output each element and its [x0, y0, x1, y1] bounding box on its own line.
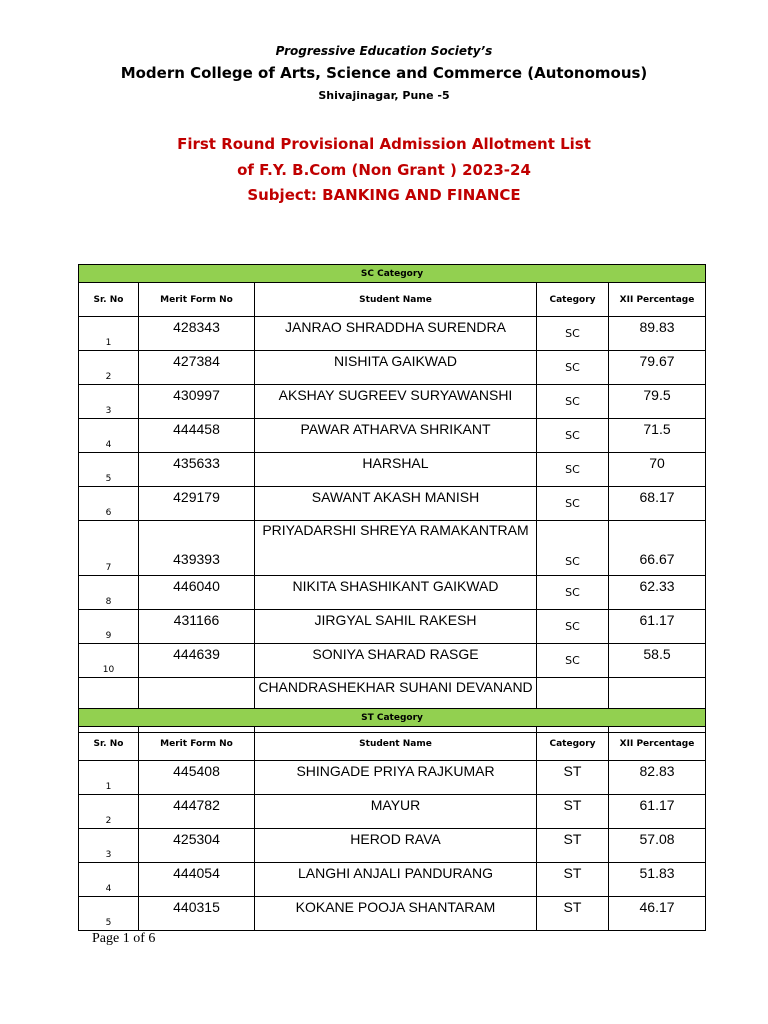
xii-percentage-cell: 70	[609, 453, 706, 487]
table-row	[79, 761, 706, 795]
category-cell: SC	[537, 351, 609, 385]
table-row	[79, 317, 706, 351]
student-name-cell: CHANDRASHEKHAR SUHANI DEVANAND	[255, 678, 537, 733]
sr-no-cell: 3	[79, 829, 139, 863]
category-cell: SC	[537, 385, 609, 419]
sr-no-cell: 2	[79, 351, 139, 385]
category-cell: ST	[537, 863, 609, 897]
st-category-table	[78, 708, 706, 931]
col-student-name: Student Name	[255, 283, 537, 317]
list-title: First Round Provisional Admission Allotment List	[177, 135, 591, 153]
sr-no-cell: 7	[79, 521, 139, 576]
list-course: of F.Y. B.Com (Non Grant ) 2023-24	[237, 161, 531, 179]
table-row	[79, 385, 706, 419]
merit-form-no-cell: 430997	[139, 385, 255, 419]
category-cell: SC	[537, 610, 609, 644]
category-cell: SC	[537, 576, 609, 610]
table-row	[79, 795, 706, 829]
table-row	[79, 829, 706, 863]
student-name-cell: SAWANT AKASH MANISH	[255, 487, 537, 521]
xii-percentage-cell: 82.83	[609, 761, 706, 795]
col-xii-percentage: XII Percentage	[609, 727, 706, 761]
xii-percentage-cell: 79.5	[609, 385, 706, 419]
table-row	[79, 610, 706, 644]
table-row	[79, 419, 706, 453]
student-name-cell: MAYUR	[255, 795, 537, 829]
col-merit-form-no: Merit Form No	[139, 727, 255, 761]
sr-no-cell: 9	[79, 610, 139, 644]
student-name-cell: JANRAO SHRADDHA SURENDRA	[255, 317, 537, 351]
student-name-cell: LANGHI ANJALI PANDURANG	[255, 863, 537, 897]
merit-form-no-cell: 428343	[139, 317, 255, 351]
sr-no-cell: 10	[79, 644, 139, 678]
category-cell: SC	[537, 487, 609, 521]
st-category-heading: ST Category	[79, 709, 706, 727]
merit-form-no-cell: 427384	[139, 351, 255, 385]
sr-no-cell: 4	[79, 863, 139, 897]
category-cell: ST	[537, 829, 609, 863]
table-row	[79, 351, 706, 385]
merit-form-no-cell: 445408	[139, 761, 255, 795]
table-row	[79, 521, 706, 576]
xii-percentage-cell: 57.08	[609, 829, 706, 863]
merit-form-no-cell: 425304	[139, 829, 255, 863]
category-cell: SC	[537, 644, 609, 678]
xii-percentage-cell: 61.17	[609, 795, 706, 829]
category-cell: ST	[537, 897, 609, 931]
sr-no-cell: 1	[79, 761, 139, 795]
table-row	[79, 644, 706, 678]
table-row	[79, 576, 706, 610]
college-location: Shivajinagar, Pune -5	[318, 89, 450, 102]
category-cell: SC	[537, 453, 609, 487]
student-name-cell: AKSHAY SUGREEV SURYAWANSHI	[255, 385, 537, 419]
st-column-headers	[79, 727, 706, 761]
xii-percentage-cell: 51.83	[609, 863, 706, 897]
col-student-name: Student Name	[255, 727, 537, 761]
table-row	[79, 453, 706, 487]
sc-category-table	[78, 264, 706, 733]
student-name-cell: PRIYADARSHI SHREYA RAMAKANTRAM	[255, 521, 537, 576]
college-name: Modern College of Arts, Science and Commerce (Autonomous)	[120, 64, 648, 82]
sr-no-cell: 4	[79, 419, 139, 453]
sr-no-cell: 5	[79, 453, 139, 487]
xii-percentage-cell: 68.17	[609, 487, 706, 521]
xii-percentage-cell: 58.5	[609, 644, 706, 678]
student-name-cell: PAWAR ATHARVA SHRIKANT	[255, 419, 537, 453]
col-sr-no: Sr. No	[79, 283, 139, 317]
sr-no-cell: 1	[79, 317, 139, 351]
merit-form-no-cell: 439393	[139, 521, 255, 576]
table-row	[79, 897, 706, 931]
page-number: Page 1 of 6	[92, 931, 156, 946]
merit-form-no-cell: 435633	[139, 453, 255, 487]
sr-no-cell: 3	[79, 385, 139, 419]
sc-column-headers	[79, 283, 706, 317]
col-sr-no: Sr. No	[79, 727, 139, 761]
category-cell: SC	[537, 521, 609, 576]
merit-form-no-cell: 444782	[139, 795, 255, 829]
merit-form-no-cell: 444458	[139, 419, 255, 453]
col-category: Category	[537, 283, 609, 317]
student-name-cell: NISHITA GAIKWAD	[255, 351, 537, 385]
society-name: Progressive Education Society’s	[275, 44, 493, 58]
merit-form-no-cell: 440315	[139, 897, 255, 931]
xii-percentage-cell: 71.5	[609, 419, 706, 453]
col-merit-form-no: Merit Form No	[139, 283, 255, 317]
student-name-cell: SHINGADE PRIYA RAJKUMAR	[255, 761, 537, 795]
student-name-cell: NIKITA SHASHIKANT GAIKWAD	[255, 576, 537, 610]
sr-no-cell: 8	[79, 576, 139, 610]
xii-percentage-cell: 79.67	[609, 351, 706, 385]
xii-percentage-cell: 66.67	[609, 521, 706, 576]
xii-percentage-cell: 46.17	[609, 897, 706, 931]
xii-percentage-cell: 62.33	[609, 576, 706, 610]
category-cell: SC	[537, 317, 609, 351]
student-name-cell: HEROD RAVA	[255, 829, 537, 863]
list-subject: Subject: BANKING AND FINANCE	[247, 186, 521, 204]
xii-percentage-cell: 89.83	[609, 317, 706, 351]
merit-form-no-cell: 429179	[139, 487, 255, 521]
student-name-cell: HARSHAL	[255, 453, 537, 487]
student-name-cell: JIRGYAL SAHIL RAKESH	[255, 610, 537, 644]
sc-category-heading: SC Category	[79, 265, 706, 283]
merit-form-no-cell: 444639	[139, 644, 255, 678]
category-cell: SC	[537, 419, 609, 453]
merit-form-no-cell: 444054	[139, 863, 255, 897]
xii-percentage-cell: 61.17	[609, 610, 706, 644]
table-row	[79, 863, 706, 897]
category-cell: ST	[537, 795, 609, 829]
merit-form-no-cell: 431166	[139, 610, 255, 644]
sr-no-cell: 2	[79, 795, 139, 829]
table-row	[79, 487, 706, 521]
category-cell: ST	[537, 761, 609, 795]
student-name-cell: SONIYA SHARAD RASGE	[255, 644, 537, 678]
student-name-cell: KOKANE POOJA SHANTARAM	[255, 897, 537, 931]
sr-no-cell: 6	[79, 487, 139, 521]
merit-form-no-cell: 446040	[139, 576, 255, 610]
col-category: Category	[537, 727, 609, 761]
col-xii-percentage: XII Percentage	[609, 283, 706, 317]
sr-no-cell: 5	[79, 897, 139, 931]
